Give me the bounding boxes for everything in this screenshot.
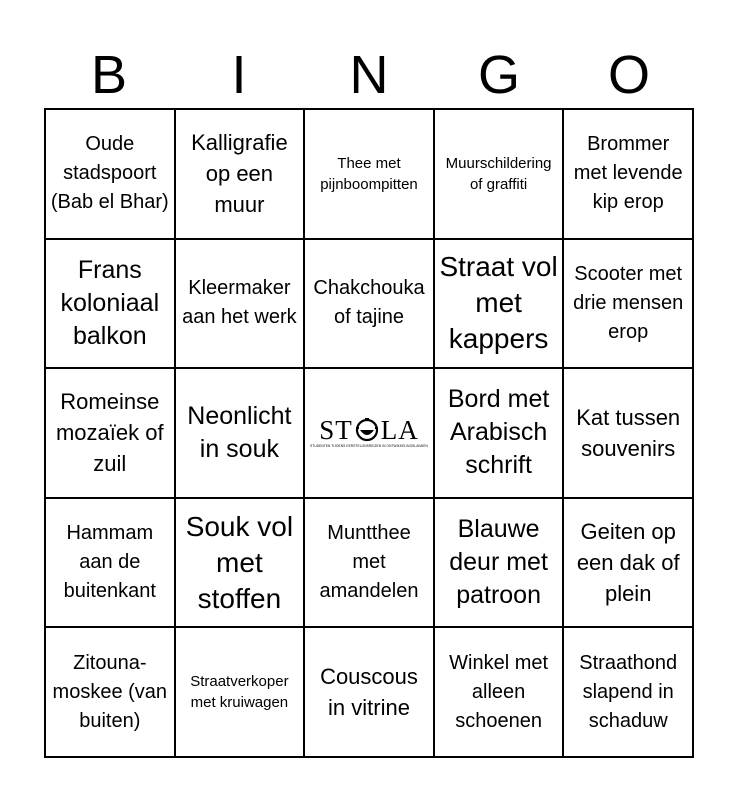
logo-text-left: ST [319, 415, 353, 446]
bingo-cell[interactable]: Straat vol met kappers [434, 239, 564, 369]
bingo-cell[interactable]: Thee met pijnboompitten [304, 109, 434, 239]
header-letter-o: O [607, 45, 650, 105]
bingo-grid [44, 108, 694, 758]
bingo-cell[interactable]: Chakchouka of tajine [304, 239, 434, 369]
bingo-cell[interactable]: Oude stadspoort (Bab el Bhar) [45, 109, 175, 239]
bingo-cell[interactable]: Zitouna-moskee (van buiten) [45, 627, 175, 757]
bingo-cell[interactable]: Muurschildering of graffiti [434, 109, 564, 239]
bingo-cell[interactable]: Bord met Arabisch schrift [434, 368, 564, 498]
bingo-cell[interactable]: Winkel met alleen schoenen [434, 627, 564, 757]
bingo-cell[interactable]: Kalligrafie op een muur [175, 109, 305, 239]
bingo-cell[interactable]: Hammam aan de buitenkant [45, 498, 175, 628]
bingo-cell[interactable]: Romeinse mozaïek of zuil [45, 368, 175, 498]
logo-text-right: LA [380, 415, 419, 446]
bingo-cell[interactable]: Straatverkoper met kruiwagen [175, 627, 305, 757]
bingo-cell[interactable]: Blauwe deur met patroon [434, 498, 564, 628]
bingo-cell[interactable]: Straathond slapend in schaduw [563, 627, 693, 757]
bingo-header [44, 40, 694, 110]
logo-subtitle: STUDENTEN TIJDENS EERSTELIJNSREIZEN IN ONTWIKKELINGSLANDEN [310, 444, 428, 449]
stola-logo [310, 416, 428, 449]
bingo-cell[interactable]: Kat tussen souvenirs [563, 368, 693, 498]
bingo-cell[interactable]: Frans koloniaal balkon [45, 239, 175, 369]
bingo-cell[interactable]: Kleermaker aan het werk [175, 239, 305, 369]
cooking-pot-icon [354, 416, 380, 442]
bingo-cell[interactable]: Scooter met drie mensen erop [563, 239, 693, 369]
header-letter-g: G [477, 45, 520, 105]
header-letter-b: B [90, 45, 128, 105]
header-letter-n: N [349, 45, 389, 105]
header-letter-i: I [231, 45, 247, 105]
bingo-cell[interactable]: Muntthee met amandelen [304, 498, 434, 628]
bingo-cell[interactable]: Geiten op een dak of plein [563, 498, 693, 628]
bingo-cell[interactable]: Souk vol met stoffen [175, 498, 305, 628]
bingo-cell[interactable]: Neonlicht in souk [175, 368, 305, 498]
bingo-cell[interactable]: Couscous in vitrine [304, 627, 434, 757]
bingo-cell[interactable]: Brommer met levende kip erop [563, 109, 693, 239]
free-space-cell[interactable] [304, 368, 434, 498]
